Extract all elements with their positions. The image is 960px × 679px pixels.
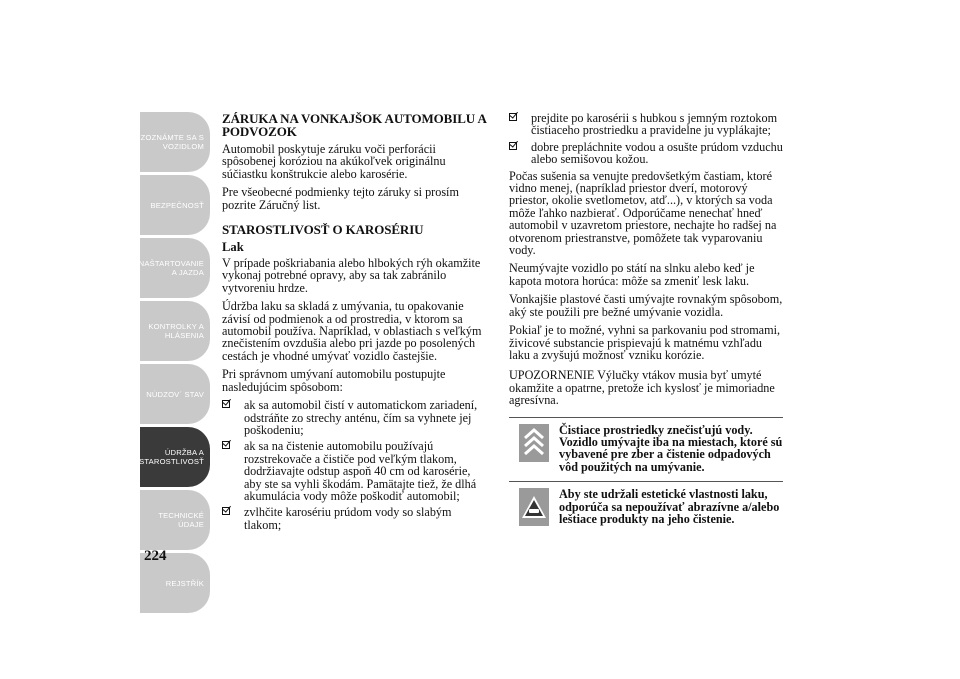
- tab-label: KONTROLKY A: [148, 322, 204, 331]
- paragraph: Údržba laku sa skladá z umývania, tu opakovanie závisí od podmienok a od prostredia, v ktorom sa automobil používa. Napríklad, v oblastiach s veľkým znečistením ovzdušia alebo pri jazde po posolených cestách je vhodné umývať vozidlo častejšie.: [222, 299, 482, 363]
- tab-label: REJSTŘÍK: [165, 578, 204, 588]
- tab-label: VOZIDLOM: [162, 142, 204, 151]
- tab-label: STAROSTLIVOSŤ: [139, 457, 204, 466]
- tab-nastartovanie[interactable]: [140, 238, 210, 298]
- warning-car-icon: [519, 488, 549, 526]
- list-item-text: ak sa na čistenie automobilu používajú rozstrekovače a čističe pod veľkým tlakom, dodržiavajte odstup aspoň 40 cm od karosérie, aby ste sa vyhli škodám. Pamätajte tiež, že dlhá akumulácia vody môže poškodiť automobil;: [244, 439, 477, 503]
- checkbox-bullet-icon: [222, 441, 230, 449]
- tab-label: TECHNICKÉ: [158, 511, 204, 520]
- checkbox-bullet-icon: [509, 142, 517, 150]
- tab-label: BEZPEČNOSŤ: [150, 200, 204, 210]
- environment-tree-icon: [519, 424, 549, 462]
- section-heading-warranty: ZÁRUKA NA VONKAJŠOK AUTOMOBILU A PODVOZOK: [222, 111, 487, 139]
- paragraph: Pokiaľ je to možné, vyhni sa parkovaniu pod stromami, živicové substancie prispievajú k matnému vzhľadu laku a zvyšujú možnosť vzniku korózie.: [509, 323, 780, 362]
- tab-label: A JAZDA: [171, 268, 204, 277]
- tab-zoznamte-sa[interactable]: [140, 112, 210, 172]
- list-item-text: prejdite po karosérii s hubkou s jemným roztokom čistiaceho prostriedku a pravidelne ju vyplákajte;: [531, 111, 778, 138]
- list-item: [222, 506, 488, 531]
- paragraph: Pre všeobecné podmienky tejto záruky si prosím pozrite Záručný list.: [222, 185, 459, 212]
- tab-udrzba-active[interactable]: [140, 427, 210, 487]
- list-item: [222, 440, 488, 502]
- washing-steps-list: [222, 399, 488, 531]
- washing-steps-list-cont: [509, 112, 783, 166]
- left-column: [222, 112, 488, 535]
- tab-bezpecnost[interactable]: [140, 175, 210, 235]
- tab-label: NÚDZOV´ STAV: [146, 389, 204, 399]
- environment-note: [509, 417, 783, 474]
- list-item: [509, 141, 783, 166]
- tab-label: ÚDAJE: [178, 520, 204, 529]
- warning-paragraph: UPOZORNENIE Výlučky vtákov musia byť umyté okamžite a opatrne, pretože ich kyslosť je mimoriadne agresívna.: [509, 368, 775, 408]
- list-item-text: dobre prepláchnite vodou a osušte prúdom vzduchu alebo semišovou kožou.: [531, 139, 783, 167]
- list-item-text: zvlhčite karosériu prúdom vody so slabým tlakom;: [244, 505, 452, 532]
- page-number: 224: [144, 548, 167, 564]
- list-item: [509, 112, 783, 137]
- tab-technicke-udaje[interactable]: [140, 490, 210, 550]
- paragraph: V prípade poškriabania alebo hlbokých rýh okamžite vykonaj potrebné opravy, aby sa tak zabránilo vytvoreniu hrdze.: [222, 256, 481, 295]
- tab-label: NAŠTARTOVANIE: [138, 259, 204, 268]
- tab-kontrolky[interactable]: [140, 301, 210, 361]
- paragraph: Automobil poskytuje záruku voči perforácii spôsobenej koróziou na akúkoľvek originálnu súčiastku konštrukcie alebo karosérie.: [222, 142, 446, 181]
- tab-label: ÚDRŽBA A: [164, 448, 204, 457]
- warning-note-text: Aby ste udržali estetické vlastnosti laku, odporúča sa nepoužívať abrazívne a/alebo leštiace produkty na jeho čistenie.: [559, 487, 780, 526]
- tab-label: ZOZNÁMTE SA S: [140, 133, 204, 142]
- tab-nudzovy-stav[interactable]: [140, 364, 210, 424]
- checkbox-bullet-icon: [509, 113, 517, 121]
- paragraph: Neumývajte vozidlo po státí na slnku alebo keď je kapota motora horúca: môže sa zmeniť lesk laku.: [509, 261, 755, 288]
- paragraph: Vonkajšie plastové časti umývajte rovnakým spôsobom, aký ste použili pre bežné umývanie vozidla.: [509, 292, 783, 319]
- tab-label: HLÁSENIA: [164, 331, 204, 340]
- subheading-paint: Lak: [222, 240, 244, 255]
- section-heading-body-care: STAROSTLIVOSŤ O KAROSÉRIU: [222, 222, 424, 238]
- checkbox-bullet-icon: [222, 400, 230, 408]
- environment-note-text: Čistiace prostriedky znečisťujú vody. Vozidlo umývajte iba na miestach, ktoré sú vybavené pre zber a čistenie odpadových vôd použitých na umývanie.: [559, 422, 783, 474]
- list-item-text: ak sa automobil čistí v automatickom zariadení, odstráňte zo strechy anténu, čím sa vyhnete jej poškodeniu;: [244, 398, 478, 437]
- checkbox-bullet-icon: [222, 507, 230, 515]
- paragraph: Počas sušenia sa venujte predovšetkým častiam, ktoré vidno menej, (napríklad priestor dverí, motorový priestor, okolie svetlometov, atď...), v ktorých sa voda môže ľahko nazbierať. Odporúčame nenechať hneď automobil v uzavretom priestore, nechajte ho radšej na otvorenom priestranstve, pomôžete tak vyparovaniu vody.: [509, 168, 777, 258]
- right-column: [509, 112, 783, 528]
- warning-note: [509, 481, 783, 525]
- paragraph: Pri správnom umývaní automobilu postupujte nasledujúcim spôsobom:: [222, 367, 446, 394]
- list-item: [222, 399, 488, 436]
